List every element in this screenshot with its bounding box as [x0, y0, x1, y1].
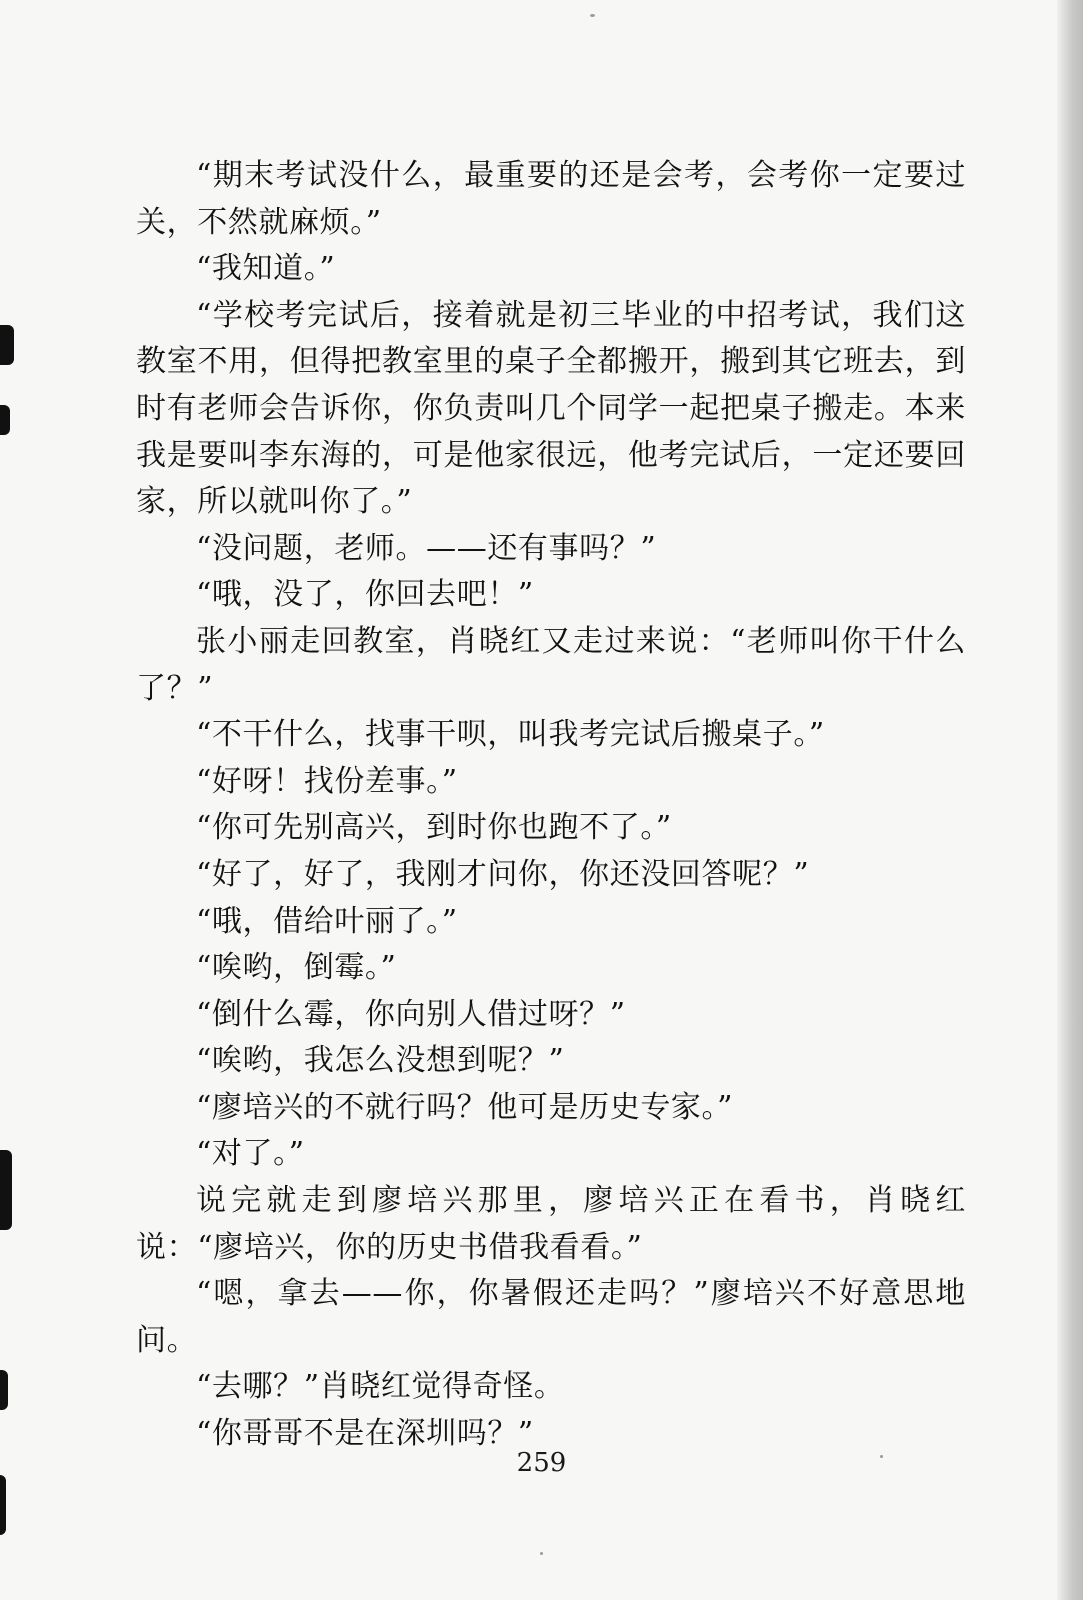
page-edge-shadow: [1057, 0, 1083, 1600]
paragraph: “好了，好了，我刚才问你，你还没回答呢？”: [196, 856, 810, 892]
paragraph: “哦，借给叶丽了。”: [196, 903, 458, 939]
page-number: 259: [516, 1448, 567, 1478]
paragraph: “期末考试没什么，最重要的还是会考，会考你一定要过关，不然就麻烦。”: [136, 158, 966, 240]
paragraph: 说完就走到廖培兴那里，廖培兴正在看书，肖晓红说：“廖培兴，你的历史书借我看看。”: [136, 1183, 966, 1265]
body-text: [136, 153, 966, 1458]
paragraph: “你哥哥不是在深圳吗？”: [196, 1416, 534, 1452]
paragraph: “廖培兴的不就行吗？他可是历史专家。”: [196, 1089, 734, 1125]
paragraph: “哦，没了，你回去吧！”: [196, 577, 534, 613]
paragraph: “倒什么霉，你向别人借过呀？”: [196, 996, 626, 1032]
paragraph: “嗯，拿去——你，你暑假还走吗？”廖培兴不好意思地问。: [136, 1276, 966, 1358]
scan-mark: [0, 325, 14, 365]
paragraph: “对了。”: [196, 1136, 305, 1172]
scan-mark: [0, 1370, 8, 1410]
paragraph: “没问题，老师。——还有事吗？”: [196, 530, 657, 566]
scan-speck: [540, 1552, 543, 1555]
scan-mark: [0, 1150, 12, 1230]
paragraph: “好呀！找份差事。”: [196, 763, 458, 799]
paragraph: “不干什么，找事干呗，叫我考完试后搬桌子。”: [196, 717, 825, 753]
paragraph: “去哪？”肖晓红觉得奇怪。: [196, 1369, 565, 1405]
paragraph: “我知道。”: [196, 251, 336, 287]
paragraph: 张小丽走回教室，肖晓红又走过来说：“老师叫你干什么了？”: [136, 623, 966, 706]
scan-edge-marks: [0, 0, 22, 1600]
paragraph: “唉哟，倒霉。”: [196, 950, 397, 986]
scan-speck: [590, 14, 595, 17]
paragraph: “学校考完试后，接着就是初三毕业的中招考试，我们这教室不用，但得把教室里的桌子全都搬开，搬到其它班去，到时有老师会告诉你，你负责叫几个同学一起把桌子搬走。本来我是要叫李东海的，可是他家很远，他考完试后，一定还要回家，所以就叫你了。”: [136, 297, 966, 520]
paragraph: “唉哟，我怎么没想到呢？”: [196, 1043, 565, 1079]
scan-mark: [0, 1475, 6, 1535]
scan-mark: [0, 405, 10, 435]
paragraph: “你可先别高兴，到时你也跑不了。”: [196, 810, 672, 846]
